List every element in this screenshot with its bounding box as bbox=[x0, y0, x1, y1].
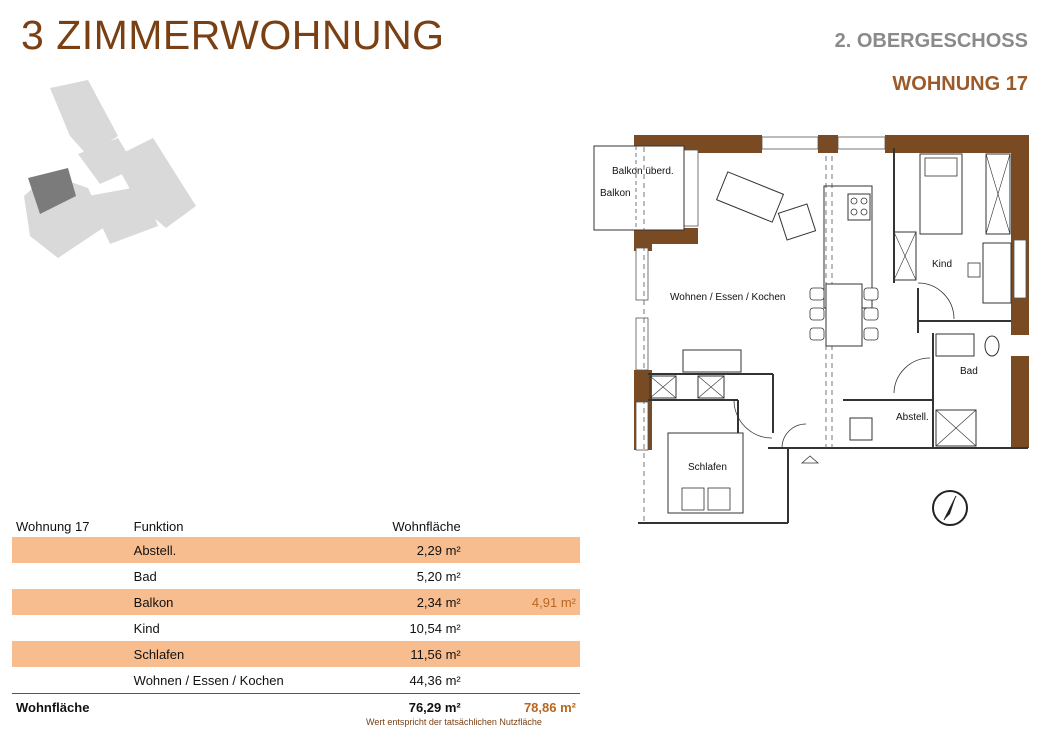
row-extra bbox=[465, 667, 580, 694]
row-function: Schlafen bbox=[130, 641, 338, 667]
row-extra: 4,91 m² bbox=[465, 589, 580, 615]
floor-label: 2. OBERGESCHOSS bbox=[834, 30, 1028, 52]
header-area: Wohnfläche bbox=[392, 518, 461, 534]
row-function: Bad bbox=[133, 568, 157, 584]
row-extra bbox=[465, 563, 580, 589]
floor-plan bbox=[588, 128, 1033, 528]
row-extra bbox=[465, 537, 580, 563]
area-table bbox=[12, 515, 580, 720]
row-area: 11,56 m² bbox=[338, 641, 465, 667]
table-row bbox=[12, 615, 580, 641]
total-area: 76,29 m² bbox=[338, 694, 465, 721]
unit-label: WOHNUNG 17 bbox=[892, 73, 1028, 95]
table-row bbox=[12, 563, 580, 589]
label-kind: Kind bbox=[932, 259, 953, 270]
row-function: Abstell. bbox=[130, 537, 338, 563]
label-bad: Bad bbox=[960, 366, 978, 377]
header-unit: Wohnung 17 bbox=[16, 518, 90, 534]
header-function: Funktion bbox=[133, 518, 184, 534]
page-title: 3 ZIMMERWOHNUNG bbox=[21, 12, 445, 58]
label-schlafen: Schlafen bbox=[688, 462, 727, 473]
row-area: 2,34 m² bbox=[338, 589, 465, 615]
row-extra bbox=[465, 641, 580, 667]
table-row bbox=[12, 667, 580, 694]
site-key-plan bbox=[18, 76, 203, 261]
row-function: Balkon bbox=[130, 589, 338, 615]
label-wohnen: Wohnen / Essen / Kochen bbox=[670, 292, 786, 303]
label-balkon-ueberd: Balkon überd. bbox=[612, 166, 674, 177]
row-area: 10,54 m² bbox=[409, 620, 461, 636]
total-label: Wohnfläche bbox=[12, 694, 130, 721]
row-extra bbox=[465, 615, 580, 641]
row-area: 44,36 m² bbox=[409, 672, 461, 688]
label-balkon: Balkon bbox=[600, 188, 631, 199]
row-function: Kind bbox=[133, 620, 160, 636]
table-header bbox=[12, 515, 580, 537]
label-abstell: Abstell. bbox=[896, 412, 929, 423]
row-area: 5,20 m² bbox=[416, 568, 461, 584]
area-note: Wert entspricht der tatsächlichen Nutzfläche bbox=[366, 717, 542, 727]
table-row bbox=[12, 537, 580, 563]
compass-icon bbox=[933, 491, 967, 525]
row-function: Wohnen / Essen / Kochen bbox=[133, 672, 284, 688]
table-row bbox=[12, 641, 580, 667]
row-area: 2,29 m² bbox=[338, 537, 465, 563]
total-extra: 78,86 m² bbox=[465, 694, 580, 721]
table-row bbox=[12, 589, 580, 615]
